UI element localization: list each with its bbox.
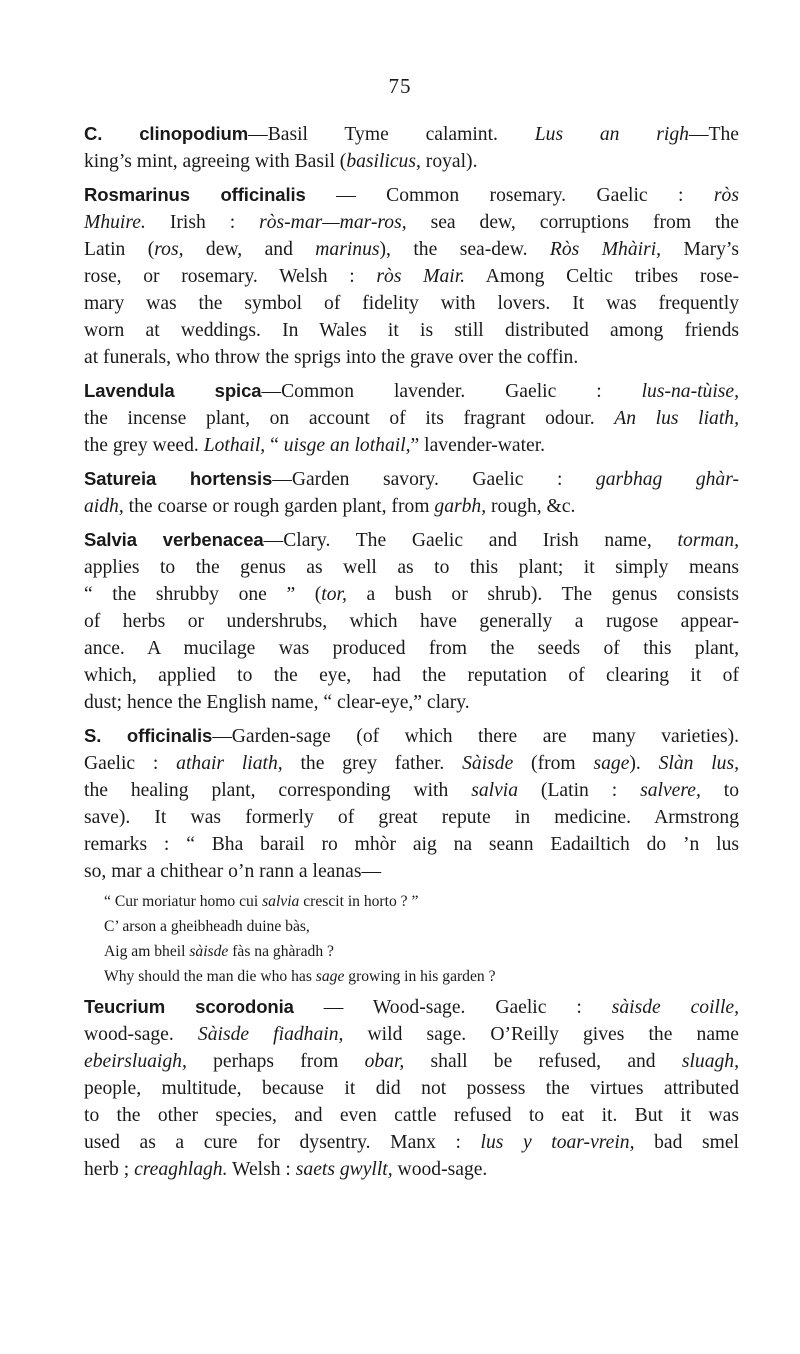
entry-lavendula: Lavendula spica—Common lavender. Gaelic : lus-na-tùise, the incense plant, on account of its fragrant odour. An lus liath, the grey weed. Lothail, “ uisge an lothail,” lavender-water.: [84, 380, 739, 456]
page-number: 75: [388, 74, 412, 98]
entry-heading: Satureia hortensis: [84, 468, 273, 489]
text-body: [84, 120, 739, 1189]
entry-heading: S. officinalis: [84, 725, 213, 746]
entry-salvia-verbenacea: Salvia verbenacea—Clary. The Gaelic and Irish name, torman, applies to the genus as well as to this plant; it simply means “ the shrubby one ” (tor, a bush or shrub). The genus consists of herbs or undershrubs, which have generally a rugose appear- ance. A mucilage was produced from the seeds of this plant, which, applied to the eye, had the reputation of clearing it of dust; hence the English name, “ clear-eye,” clary.: [84, 529, 740, 713]
entry-heading: C. clinopodium: [84, 123, 249, 144]
entry-heading: Rosmarinus officinalis: [84, 184, 306, 205]
entry-heading: Lavendula spica: [84, 380, 262, 401]
entry-rosmarinus: Rosmarinus officinalis — Common rosemary. Gaelic : ròs Mhuire. Irish : ròs-mar—mar-ros, sea dew, corruptions from the Latin (ros, dew, and marinus), the sea-dew. Ròs Mhàiri, Mary’s rose, or rosemary. Welsh : ròs Mair. Among Celtic tribes rose- mary was the symbol of fidelity with lovers. It was frequently worn at weddings. In Wales it is still distributed among friends at funerals, who throw the sprigs into the grave over the coffin.: [84, 184, 739, 368]
entry-heading: Teucrium scorodonia: [84, 996, 294, 1017]
entry-satureia: Satureia hortensis—Garden savory. Gaelic : garbhag ghàr- aidh, the coarse or rough garden plant, from garbh, rough, &c.: [84, 468, 739, 517]
entry-salvia-officinalis: S. officinalis—Garden-sage (of which there are many varieties). Gaelic : athair liath, the grey father. Sàisde (from sage). Slàn lus, the healing plant, corresponding with salvia (Latin : salvere, to save). It was formerly of great repute in medicine. Armstrong remarks : “ Bha barail ro mhòr aig na seann Eadailtich do ’n lus so, mar a chithear o’n rann a leanas—: [84, 725, 740, 882]
verse-quotation: “ Cur moriatur homo cui salvia crescit in horto ? ” C’ arson a gheibheadh duine bàs, Aig am bheil sàisde fàs na ghàradh ? Why should the man die who has sage growing in his garden ?: [104, 893, 496, 985]
entry-teucrium: Teucrium scorodonia — Wood-sage. Gaelic : sàisde coille, wood-sage. Sàisde fiadhain, wild sage. O’Reilly gives the name ebeirsluaigh, perhaps from obar, shall be refused, and sluagh, people, multitude, because it did not possess the virtues attributed to the other species, and even cattle refused to eat it. But it was used as a cure for dysentry. Manx : lus y toar-vrein, bad smel herb ; creaghlagh. Welsh : saets gwyllt, wood-sage.: [84, 996, 740, 1180]
entry-clinopodium: C. clinopodium—Basil Tyme calamint. Lus an righ—The king’s mint, agreeing with Basil (basilicus, royal).: [84, 123, 739, 172]
entry-heading: Salvia verbenacea: [84, 529, 264, 550]
